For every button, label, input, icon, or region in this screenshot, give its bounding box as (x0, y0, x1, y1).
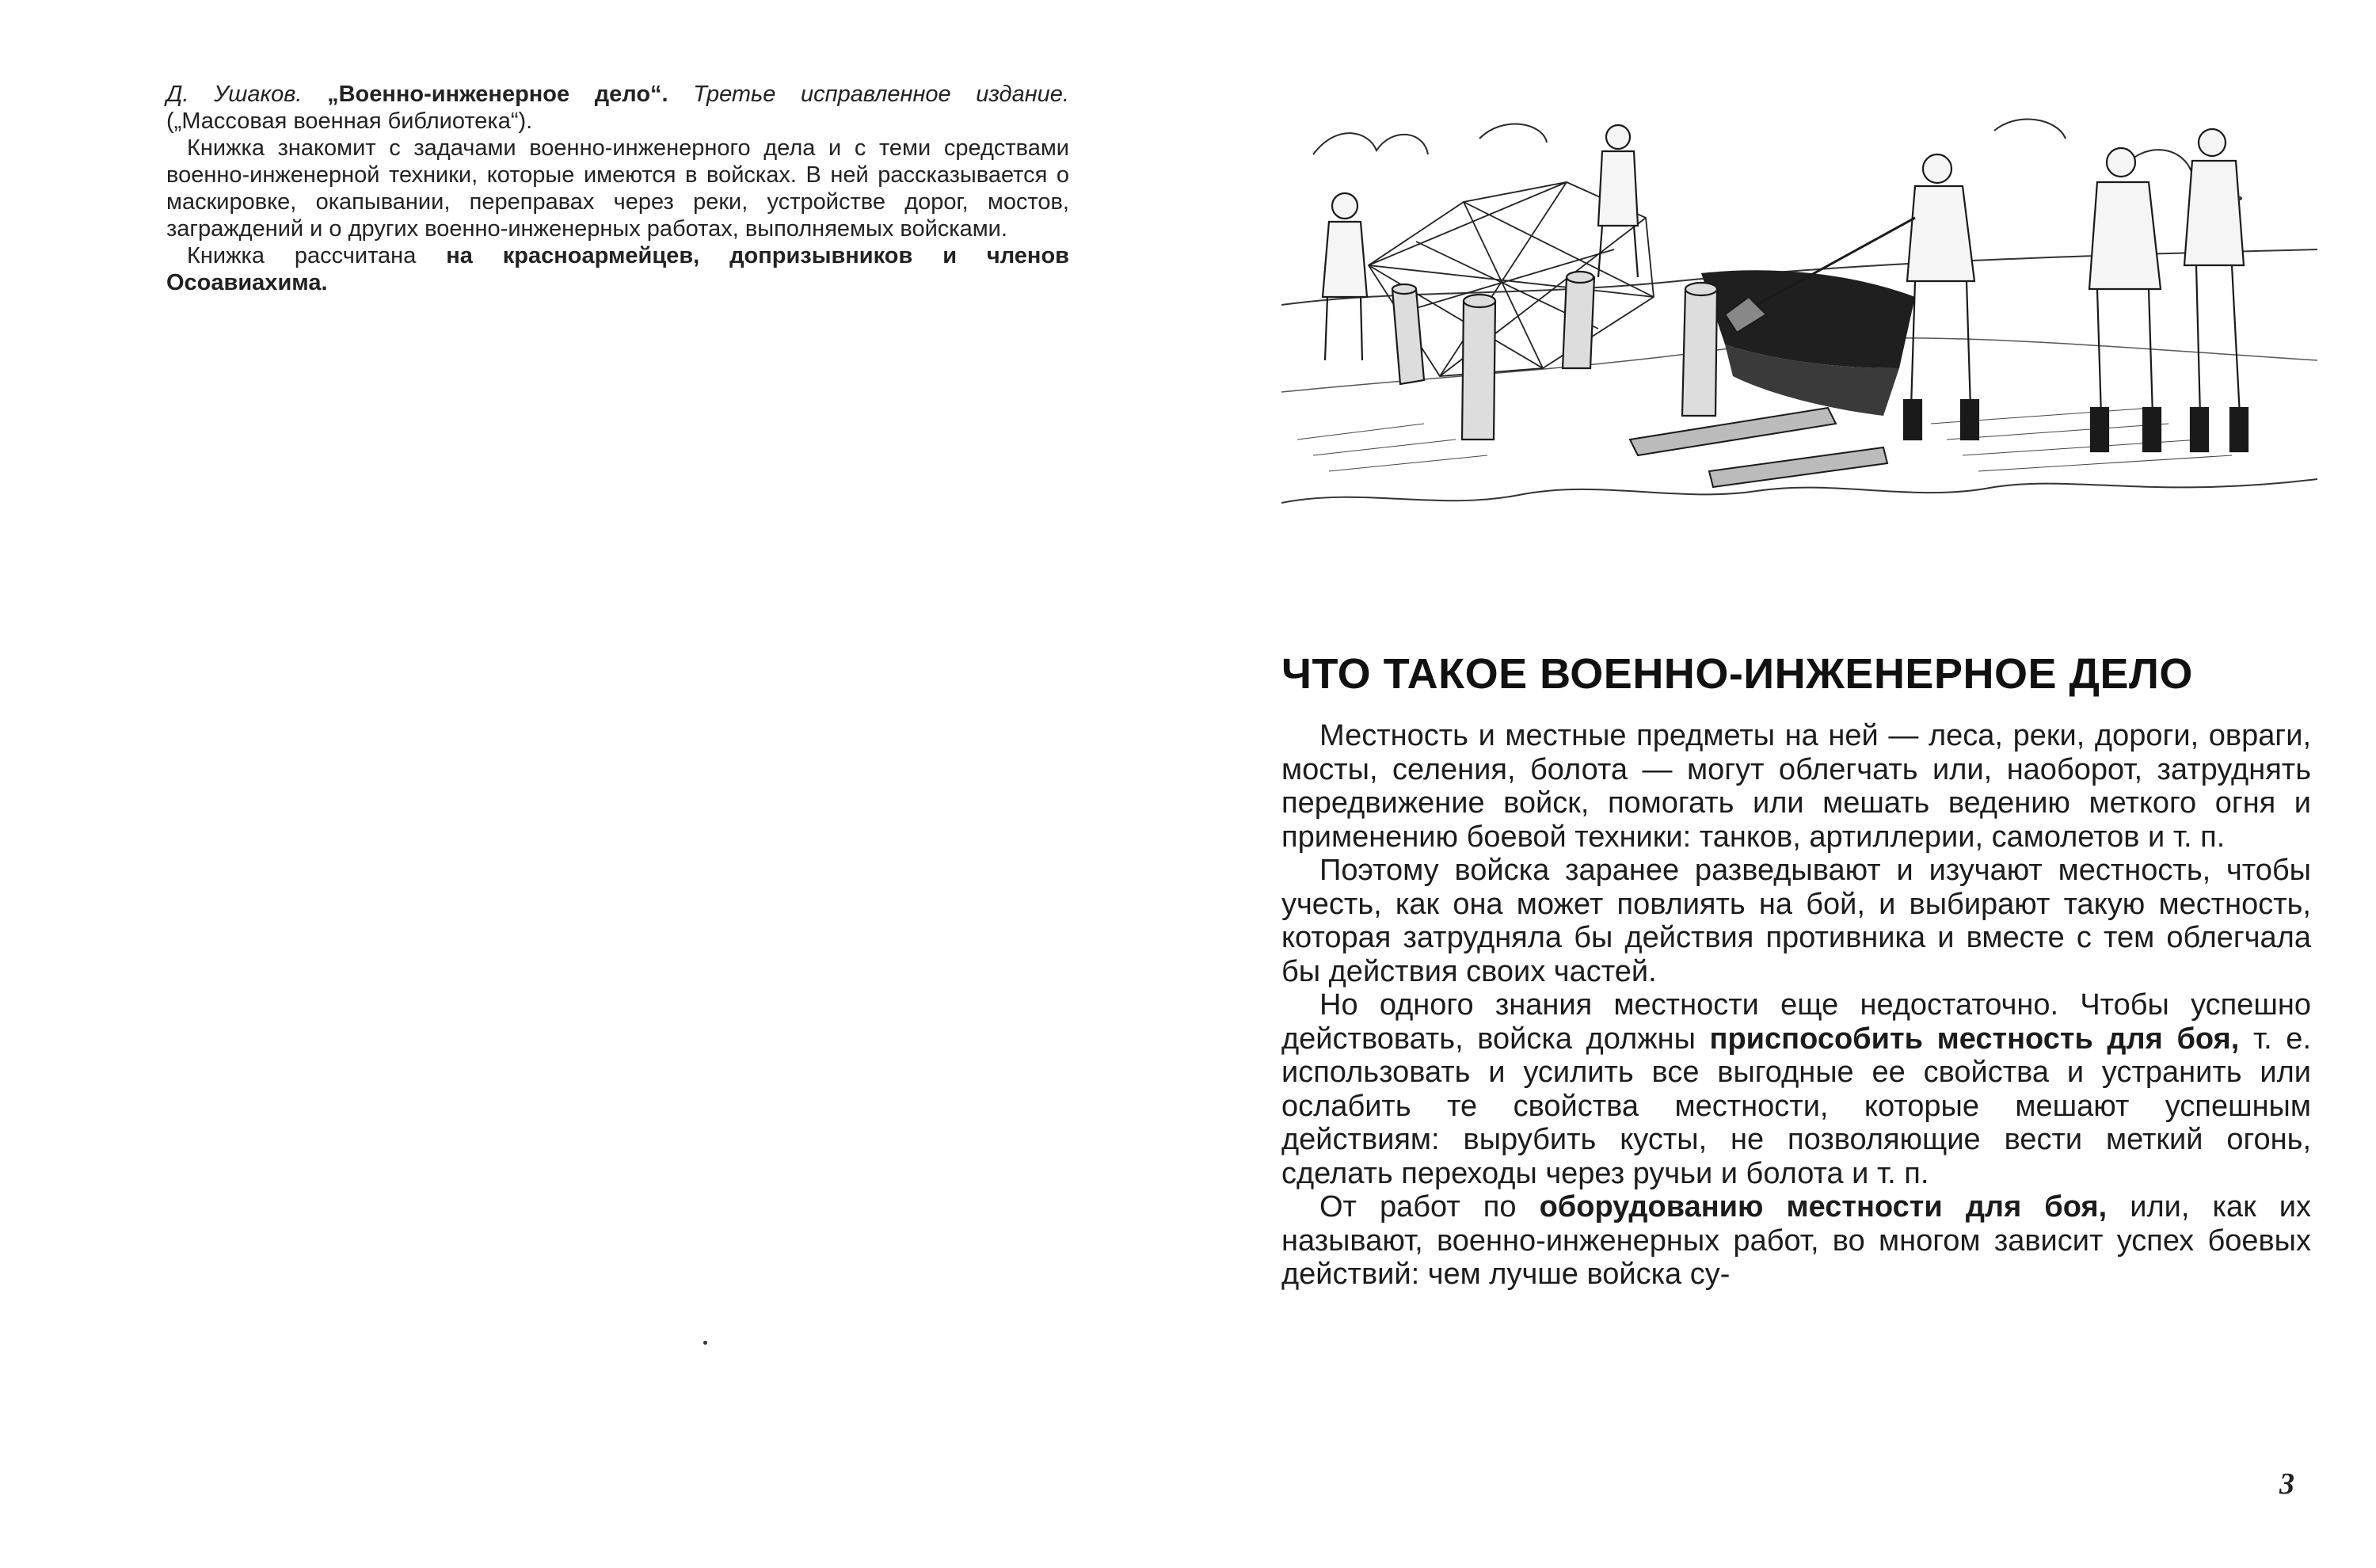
soldier-head-icon (1332, 193, 1357, 219)
bush-right-icon (1994, 120, 2066, 139)
print-speck (703, 1341, 707, 1345)
series-name: („Массовая военная библиотека“). (166, 108, 533, 134)
chapter-body (1281, 719, 2311, 1292)
book-title: „Военно-инженерное дело“. (327, 82, 668, 107)
annotation-audience (166, 242, 1069, 296)
paragraph-3-rest: т. е. использовать и усилить все выгодные ее свойства и устранить или ослабить те свойства местности, которые мешают успешным действиям: вырубить кусты, не позволяющие вести меткий огонь, сделать переходы через ручьи и болота и т. п. (1281, 1022, 2312, 1190)
author: Д. Ушаков. (166, 82, 303, 107)
wooden-stakes-icon (1392, 272, 1717, 440)
bush-left-icon (1313, 133, 1428, 154)
bibliographic-entry (166, 81, 1069, 135)
print-speck (2238, 196, 2242, 200)
paragraph-1: Местность и местные предметы на ней — леса, реки, дороги, овраги, мосты, селения, болота — могут облегчать или, наоборот, затруднять передвижение войск, помогать или мешать ведению меткого огня и применению боевой техники: танков, артиллерии, самолетов и т. п. (1281, 719, 2311, 854)
engineering-works-drawing (1281, 107, 2317, 523)
paragraph-3-emphasis: приспособить местность для боя, (1709, 1022, 2240, 1056)
paragraph-4 (1281, 1190, 2311, 1292)
right-page (1188, 0, 2376, 1568)
paragraph-3-lead: Но одного знания местности еще недостаточно. Чтобы успешно действовать, войска должны (1281, 988, 2311, 1056)
paragraph-2: Поэтому войска заранее разведывают и изучают местность, чтобы учесть, как она может повлиять на бой, и выбирают такую местность, которая затрудняла бы действия противника и вместе с тем облегчала бы действия своих частей. (1281, 854, 2311, 988)
paragraph-4-emphasis: оборудованию местности для боя, (1539, 1190, 2108, 1224)
book-annotation (166, 81, 1069, 296)
paragraph-4-rest: или, как их называют, военно-инженерных работ, во многом зависит успех боевых действий: чем лучше войска су- (1281, 1190, 2312, 1291)
paragraph-4-lead: От работ по (1319, 1190, 1517, 1224)
page-number: 3 (2279, 1467, 2294, 1501)
paragraph-3 (1281, 988, 2311, 1190)
edition-note: Третье исправленное издание. (693, 82, 1069, 107)
chapter-illustration (1281, 107, 2317, 523)
audience-target: на красноармейцев, допризывников и членов Осоавиахима. (166, 243, 1069, 295)
chapter-title: ЧТО ТАКОЕ ВОЕННО-ИНЖЕНЕРНОЕ ДЕЛО (1281, 650, 2193, 698)
bush-center-icon (1479, 124, 1547, 143)
annotation-paragraph: Книжка знакомит с задачами военно-инженерного дела и с теми средствами военно-инженерной техники, которые имеются в войсках. В ней рассказывается о маскировке, окапывании, переправах через реки, устройстве дорог, мостов, заграждений и о других военно-инженерных работах, выполняемых войсками. (166, 135, 1069, 242)
audience-lead: Книжка рассчитана (187, 243, 417, 268)
